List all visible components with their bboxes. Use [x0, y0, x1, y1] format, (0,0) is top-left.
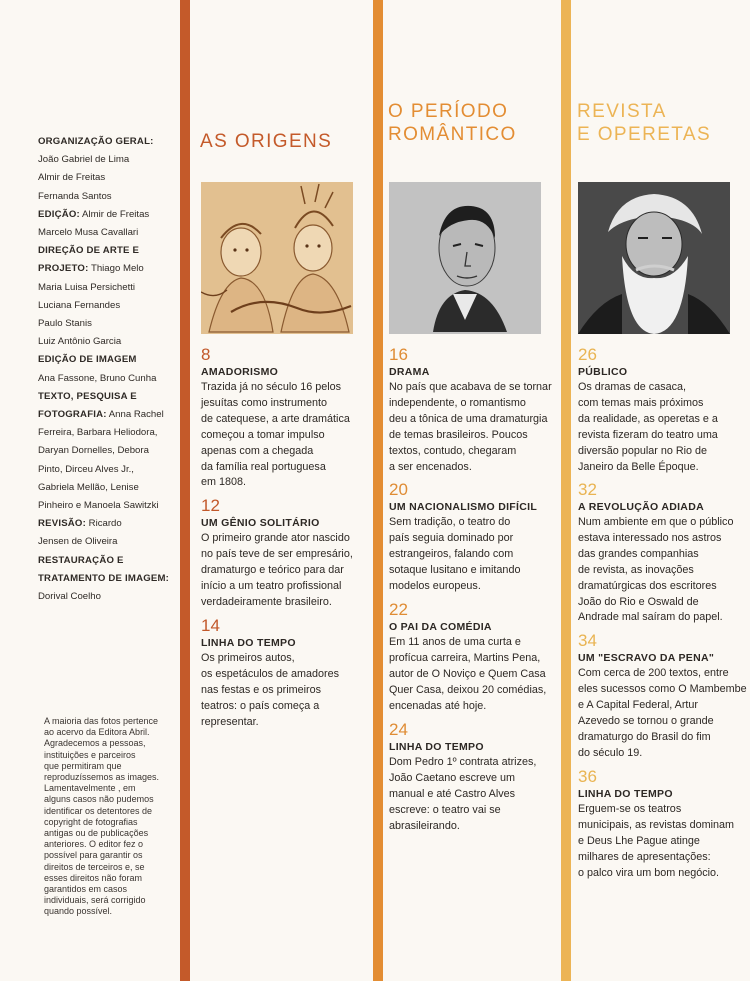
entry-text-line: de temas brasileiros. Poucos	[389, 428, 528, 441]
section-title-line: REVISTA	[577, 101, 667, 122]
entry-text-line: Sem tradição, o teatro do	[389, 516, 511, 528]
entry-text-line: Azevedo se tornou o grande	[578, 714, 714, 727]
entry-text-line: profícua carreira, Martins Pena,	[389, 651, 541, 664]
entry-text-line: país seguia dominado por	[389, 531, 514, 544]
credit-row	[38, 133, 178, 151]
entry-text-line: em 1808.	[201, 476, 247, 489]
credit-row	[38, 351, 178, 369]
entry-text-line: Andrade mal saíram do papel.	[578, 611, 723, 624]
page-number: 16	[389, 345, 408, 364]
entry-text-line: Em 11 anos de uma curta e	[389, 636, 521, 648]
note-line: ao acervo da Editora Abril.	[44, 727, 150, 738]
entry-pai-comedia	[389, 600, 561, 715]
entry-text-line: modelos europeus.	[389, 579, 481, 592]
entry-text-line: Erguem-se os teatros	[578, 803, 682, 815]
credit-name: Fernanda Santos	[38, 190, 112, 202]
entry-linha-tempo-3	[578, 767, 750, 882]
entry-amadorismo	[201, 345, 371, 491]
entry-text-line: o palco vira um bom negócio.	[578, 866, 720, 879]
entry-text-line: eles sucessos como O Mambembe	[578, 682, 747, 695]
entry-text-line: No país que acabava de se tornar	[389, 381, 552, 393]
entry-text-line: O primeiro grande ator nascido	[201, 532, 350, 544]
credit-name: Pinheiro e Manoela Sawitzki	[38, 500, 159, 512]
credit-name: Almir de Freitas	[38, 172, 106, 184]
credit-row	[38, 406, 178, 424]
credit-row	[38, 224, 178, 242]
credit-name: Maria Luisa Persichetti	[38, 281, 136, 293]
entry-text-line: e A Capital Federal, Artur	[578, 698, 699, 711]
entry-text-line: João Caetano escreve um	[389, 771, 516, 784]
entry-text-line: revista fizeram do teatro uma	[578, 428, 718, 441]
credit-name: Marcelo Musa Cavallari	[38, 227, 139, 239]
page-number: 26	[578, 345, 597, 364]
credit-name: Ricardo	[85, 518, 122, 530]
photo-colonial-drawing	[201, 182, 353, 334]
entry-heading: UM NACIONALISMO DIFÍCIL	[389, 501, 538, 513]
entry-heading: O PAI DA COMÉDIA	[389, 621, 492, 633]
column-bar-romantico	[373, 0, 383, 981]
note-line: individuais, será corrigido	[44, 895, 146, 906]
entry-text-line: e Deus Lhe Pague atinge	[578, 834, 700, 847]
note-line: Lamentavelmente , em	[44, 783, 136, 794]
entry-heading: DRAMA	[389, 366, 430, 378]
credit-row	[38, 169, 178, 187]
entry-text-line: Com cerca de 200 textos, entre	[578, 667, 729, 679]
entry-text-line: textos, contudo, chegaram	[389, 444, 517, 457]
entry-text-line: a ser encenados.	[389, 460, 472, 473]
entry-text-line: dramatúrgicas dos escritores	[578, 579, 717, 592]
entry-text-line: escreve: o teatro vai se	[389, 803, 501, 816]
note-line: garantidos em casos	[44, 884, 128, 895]
credit-name: Luciana Fernandes	[38, 299, 121, 311]
entry-heading: UM "ESCRAVO DA PENA"	[578, 652, 715, 664]
entry-text-line: da família real portuguesa	[201, 460, 326, 473]
section-title-origens	[200, 130, 332, 153]
credit-row	[38, 588, 178, 606]
credit-row	[38, 206, 178, 224]
copyright-note	[44, 716, 172, 918]
credit-name: Gabriela Mellão, Lenise	[38, 481, 139, 493]
credit-row	[38, 515, 178, 533]
note-line: reproduzíssemos as images.	[44, 772, 160, 783]
entry-linha-tempo-2	[389, 720, 561, 835]
credit-row	[38, 552, 178, 570]
entry-text-line: com temas mais próximos	[578, 396, 704, 409]
credit-name: Jensen de Oliveira	[38, 536, 118, 548]
note-line: A maioria das fotos pertence	[44, 716, 159, 726]
credit-name: Thiago Melo	[88, 263, 144, 275]
entry-heading: UM GÊNIO SOLITÁRIO	[201, 517, 320, 529]
entry-text-line: diversão popular no Rio de	[578, 444, 708, 457]
entry-publico	[578, 345, 750, 475]
entry-text-line: da realidade, as operetas e a	[578, 412, 718, 425]
note-line: copyright de fotografias	[44, 816, 138, 827]
note-line: identificar os detentores de	[44, 805, 153, 816]
note-line: direitos de terceiros e, se	[44, 861, 145, 872]
credit-row	[38, 151, 178, 169]
entry-text-line: Os dramas de casaca,	[578, 381, 687, 393]
page-number: 22	[389, 600, 408, 619]
credit-row	[38, 333, 178, 351]
credit-row	[38, 315, 178, 333]
entry-text-line: Quer Casa, deixou 20 comédias,	[389, 683, 547, 696]
section-title-line: AS ORIGENS	[200, 131, 333, 152]
credit-row	[38, 570, 178, 588]
entry-drama	[389, 345, 561, 475]
entry-text-line: encenadas até hoje.	[389, 699, 487, 712]
note-line: alguns casos não pudemos	[44, 794, 154, 805]
credit-label: FOTOGRAFIA:	[38, 409, 107, 421]
credit-row	[38, 442, 178, 460]
entry-text-line: milhares de apresentações:	[578, 850, 711, 863]
entry-text-line: de revista, as inovações	[578, 563, 694, 576]
entry-heading: PÚBLICO	[578, 366, 628, 378]
note-line: quando possível.	[44, 906, 113, 917]
entry-text-line: Dom Pedro 1º contrata atrizes,	[389, 756, 537, 768]
entry-text-line: nas festas e os primeiros	[201, 683, 322, 696]
credit-name: Dorival Coelho	[38, 591, 101, 603]
photo-portrait-man	[389, 182, 541, 334]
entry-text-line: autor de O Noviço e Quem Casa	[389, 667, 546, 680]
credit-label: RESTAURAÇÃO E	[38, 554, 124, 566]
entry-text-line: manual e até Castro Alves	[389, 787, 516, 800]
entry-heading: LINHA DO TEMPO	[578, 788, 673, 800]
entry-text-line: teatros: o país começa a	[201, 699, 320, 712]
credit-row	[38, 188, 178, 206]
page-number: 34	[578, 631, 597, 650]
credit-name: Anna Rachel	[106, 409, 164, 421]
credit-row	[38, 242, 178, 260]
photo-portrait-bearded	[578, 182, 730, 334]
column-bar-revista	[561, 0, 571, 981]
page-number: 32	[578, 480, 597, 499]
entry-text-line: dramaturgo do Brasil do fim	[578, 730, 711, 743]
entry-heading: AMADORISMO	[201, 366, 279, 378]
credit-label: EDIÇÃO:	[38, 208, 80, 220]
entry-heading: LINHA DO TEMPO	[389, 741, 484, 753]
entry-text-line: independente, o romantismo	[389, 396, 526, 409]
credit-label: PROJETO:	[38, 263, 89, 275]
credit-row	[38, 479, 178, 497]
entry-text-line: Os primeiros autos,	[201, 652, 295, 664]
entry-text-line: deu a tônica de uma dramaturgia	[389, 412, 548, 425]
entry-text-line: Trazida já no século 16 pelos	[201, 381, 342, 393]
entry-linha-tempo-1	[201, 616, 371, 731]
credit-name: Paulo Stanis	[38, 318, 92, 330]
entry-text-line: Num ambiente em que o público	[578, 516, 734, 528]
credit-name: Almir de Freitas	[79, 208, 150, 220]
entry-text-line: do século 19.	[578, 746, 643, 759]
entry-heading: LINHA DO TEMPO	[201, 637, 296, 649]
page-number: 36	[578, 767, 597, 786]
page-number: 20	[389, 480, 408, 499]
credit-row	[38, 497, 178, 515]
entry-nacionalismo	[389, 480, 561, 595]
credit-label: REVISÃO:	[38, 518, 86, 530]
credit-name: Pinto, Dirceu Alves Jr.,	[38, 463, 134, 475]
column-bar-origens	[180, 0, 190, 981]
credit-row	[38, 279, 178, 297]
credit-name: Daryan Dornelles, Debora	[38, 445, 149, 457]
credit-label: EDIÇÃO DE IMAGEM	[38, 354, 137, 366]
entry-text-line: apenas com a chegada	[201, 444, 314, 457]
entry-text-line: sotaque lusitano e imitando	[389, 563, 521, 576]
page-number: 24	[389, 720, 408, 739]
entry-text-line: jesuítas como instrumento	[201, 396, 328, 409]
section-title-romantico	[388, 100, 517, 146]
entry-text-line: os espetáculos de amadores	[201, 667, 340, 680]
page-number: 12	[201, 496, 220, 515]
section-title-revista	[577, 100, 711, 146]
credit-label: DIREÇÃO DE ARTE E	[38, 245, 140, 257]
section-title-line: ROMÂNTICO	[388, 124, 517, 145]
note-line: anteriores. O editor fez o	[44, 839, 144, 850]
credit-row	[38, 533, 178, 551]
entry-text-line: de catequese, a arte dramática	[201, 412, 350, 425]
credit-row	[38, 461, 178, 479]
credit-name: Ana Fassone, Bruno Cunha	[38, 372, 157, 384]
entry-text-line: estava interessado nos astros	[578, 531, 722, 544]
entry-text-line: representar.	[201, 715, 259, 728]
entry-text-line: verdadeiramente brasileiro.	[201, 595, 332, 608]
note-line: que permitiram que	[44, 760, 122, 771]
note-line: instituições e parceiros	[44, 749, 136, 760]
entry-revolucao-adiada	[578, 480, 750, 626]
entry-text-line: estrangeiros, falando com	[389, 547, 514, 560]
credit-row	[38, 370, 178, 388]
note-line: esses direitos não foram	[44, 872, 143, 883]
entry-genio-solitario	[201, 496, 371, 611]
credit-label: TEXTO, PESQUISA E	[38, 390, 137, 402]
entry-text-line: começou a tomar impulso	[201, 428, 325, 441]
credit-row	[38, 297, 178, 315]
credit-row	[38, 260, 178, 278]
credit-label: ORGANIZAÇÃO GERAL:	[38, 136, 154, 147]
entry-text-line: no país teve de ser empresário,	[201, 547, 353, 560]
entry-text-line: das grandes companhias	[578, 547, 699, 560]
entry-text-line: Janeiro da Belle Époque.	[578, 460, 699, 473]
credit-name: Ferreira, Barbara Heliodora,	[38, 427, 158, 439]
section-title-line: O PERÍODO	[388, 101, 509, 122]
entry-heading: A REVOLUÇÃO ADIADA	[578, 501, 704, 513]
credit-label: TRATAMENTO DE IMAGEM:	[38, 572, 170, 584]
entry-text-line: municipais, as revistas dominam	[578, 818, 735, 831]
page-number: 8	[201, 345, 211, 364]
page-number: 14	[201, 616, 220, 635]
entry-text-line: dramaturgo e teórico para dar	[201, 563, 344, 576]
note-line: antigas ou de publicações	[44, 828, 149, 839]
entry-escravo-pena	[578, 631, 750, 761]
credits-block	[38, 133, 178, 606]
note-line: Agradecemos a pessoas,	[44, 738, 146, 749]
credit-row	[38, 424, 178, 442]
entry-text-line: João do Rio e Oswald de	[578, 595, 699, 608]
credit-row	[38, 388, 178, 406]
section-title-line: E OPERETAS	[577, 124, 712, 145]
note-line: possível para garantir os	[44, 850, 143, 861]
entry-text-line: início a um teatro profissional	[201, 579, 342, 592]
entry-text-line: abrasileirando.	[389, 819, 460, 832]
credit-name: João Gabriel de Lima	[38, 154, 130, 166]
credit-name: Luiz Antônio Garcia	[38, 336, 122, 348]
